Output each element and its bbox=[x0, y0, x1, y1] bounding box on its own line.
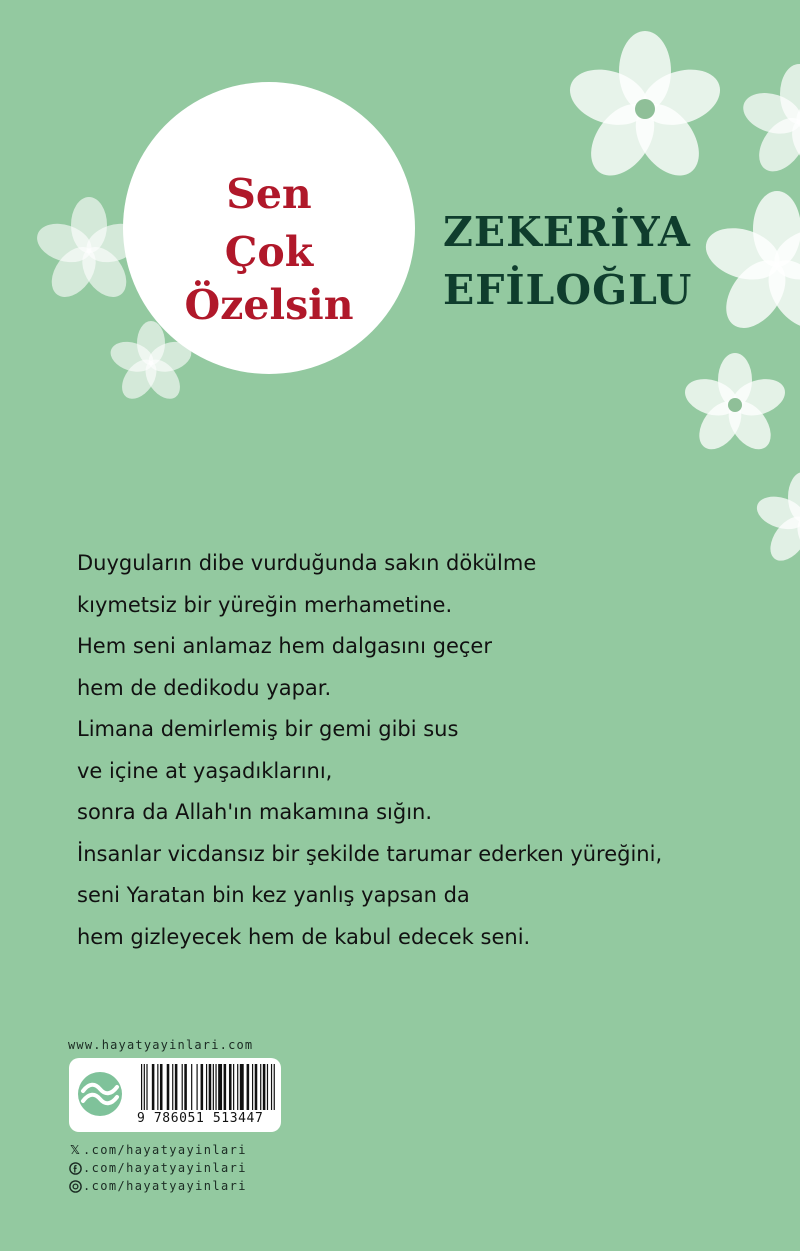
barcode-bar bbox=[152, 1064, 155, 1110]
title-circle bbox=[123, 82, 415, 374]
poem-line: ve içine at yaşadıklarını, bbox=[77, 758, 333, 783]
barcode-bar bbox=[252, 1064, 253, 1110]
barcode-bar bbox=[267, 1064, 268, 1110]
barcode-bar bbox=[167, 1064, 170, 1110]
barcode-bar bbox=[218, 1064, 222, 1110]
author-name-line-1: ZEKERİYA bbox=[443, 208, 691, 256]
barcode-bar bbox=[263, 1064, 266, 1110]
barcode-bar bbox=[146, 1064, 147, 1110]
barcode-bar bbox=[274, 1064, 275, 1110]
social-x-row bbox=[68, 1142, 247, 1158]
poem-line: seni Yaratan bin kez yanlış yapsan da bbox=[77, 883, 470, 907]
barcode-bar bbox=[172, 1064, 173, 1110]
flower-decoration-icon bbox=[758, 470, 800, 570]
publisher-website: www.hayatyayinlari.com bbox=[68, 1038, 254, 1052]
wave-circle-logo-icon bbox=[77, 1071, 123, 1121]
poem-line: Duyguların dibe vurduğunda sakın dökülme bbox=[77, 551, 537, 575]
title-line-1: Sen bbox=[226, 170, 312, 218]
poem-line: Hem seni anlamaz hem dalgasını geçer bbox=[77, 634, 492, 658]
barcode-bar bbox=[209, 1064, 212, 1110]
instagram-icon bbox=[68, 1179, 82, 1193]
poem-line: hem gizleyecek hem de kabul edecek seni. bbox=[77, 924, 531, 949]
social-facebook-row bbox=[68, 1160, 247, 1176]
barcode-bar bbox=[184, 1064, 187, 1110]
barcode-bar bbox=[182, 1064, 183, 1110]
flower-decoration-icon bbox=[712, 190, 800, 340]
poem-line: sonra da Allah'ın makamına sığın. bbox=[77, 800, 433, 824]
barcode-bar bbox=[201, 1064, 204, 1110]
barcode-bar bbox=[255, 1064, 258, 1110]
barcode-bar bbox=[206, 1064, 207, 1110]
title-line-2: Çok bbox=[224, 228, 314, 276]
social-instagram-handle: .com/hayatyayinlari bbox=[83, 1179, 247, 1193]
barcode-bar bbox=[233, 1064, 234, 1110]
flower-decoration-icon bbox=[560, 34, 730, 184]
isbn-barcode bbox=[139, 1064, 277, 1110]
flower-decoration-icon bbox=[680, 350, 790, 460]
barcode-bar bbox=[240, 1064, 244, 1110]
isbn-number: 9 786051 513447 bbox=[137, 1111, 264, 1126]
barcode-panel bbox=[69, 1058, 281, 1132]
poem-line: hem de dedikodu yapar. bbox=[77, 675, 332, 700]
barcode-bar bbox=[229, 1064, 232, 1110]
barcode-bar bbox=[141, 1064, 142, 1110]
flower-decoration-icon bbox=[744, 62, 800, 182]
author-name-line-2: EFİLOĞLU bbox=[443, 266, 693, 314]
barcode-bar bbox=[157, 1064, 158, 1110]
barcode-bar bbox=[144, 1064, 145, 1110]
barcode-bar bbox=[191, 1064, 192, 1110]
poem-line: Limana demirlemiş bir gemi gibi sus bbox=[77, 717, 459, 741]
x-icon: 𝕏 bbox=[70, 1143, 80, 1157]
barcode-bar bbox=[213, 1064, 214, 1110]
social-x-handle: .com/hayatyayinlari bbox=[83, 1143, 247, 1157]
barcode-bar bbox=[224, 1064, 227, 1110]
barcode-bar bbox=[215, 1064, 216, 1110]
poem-line: kıymetsiz bir yüreğin merhametine. bbox=[77, 592, 453, 617]
barcode-bar bbox=[196, 1064, 197, 1110]
social-instagram-row bbox=[68, 1178, 247, 1194]
title-line-3: Özelsin bbox=[184, 281, 354, 329]
barcode-bar bbox=[271, 1064, 272, 1110]
barcode-bar bbox=[237, 1064, 238, 1110]
poem-line: İnsanlar vicdansız bir şekilde tarumar ederken yüreğini, bbox=[77, 841, 663, 866]
facebook-icon bbox=[68, 1161, 82, 1175]
poem-text bbox=[77, 545, 662, 960]
barcode-bar bbox=[175, 1064, 178, 1110]
social-facebook-handle: .com/hayatyayinlari bbox=[83, 1161, 247, 1175]
barcode-bar bbox=[260, 1064, 261, 1110]
barcode-bar bbox=[247, 1064, 250, 1110]
barcode-bar bbox=[160, 1064, 163, 1110]
